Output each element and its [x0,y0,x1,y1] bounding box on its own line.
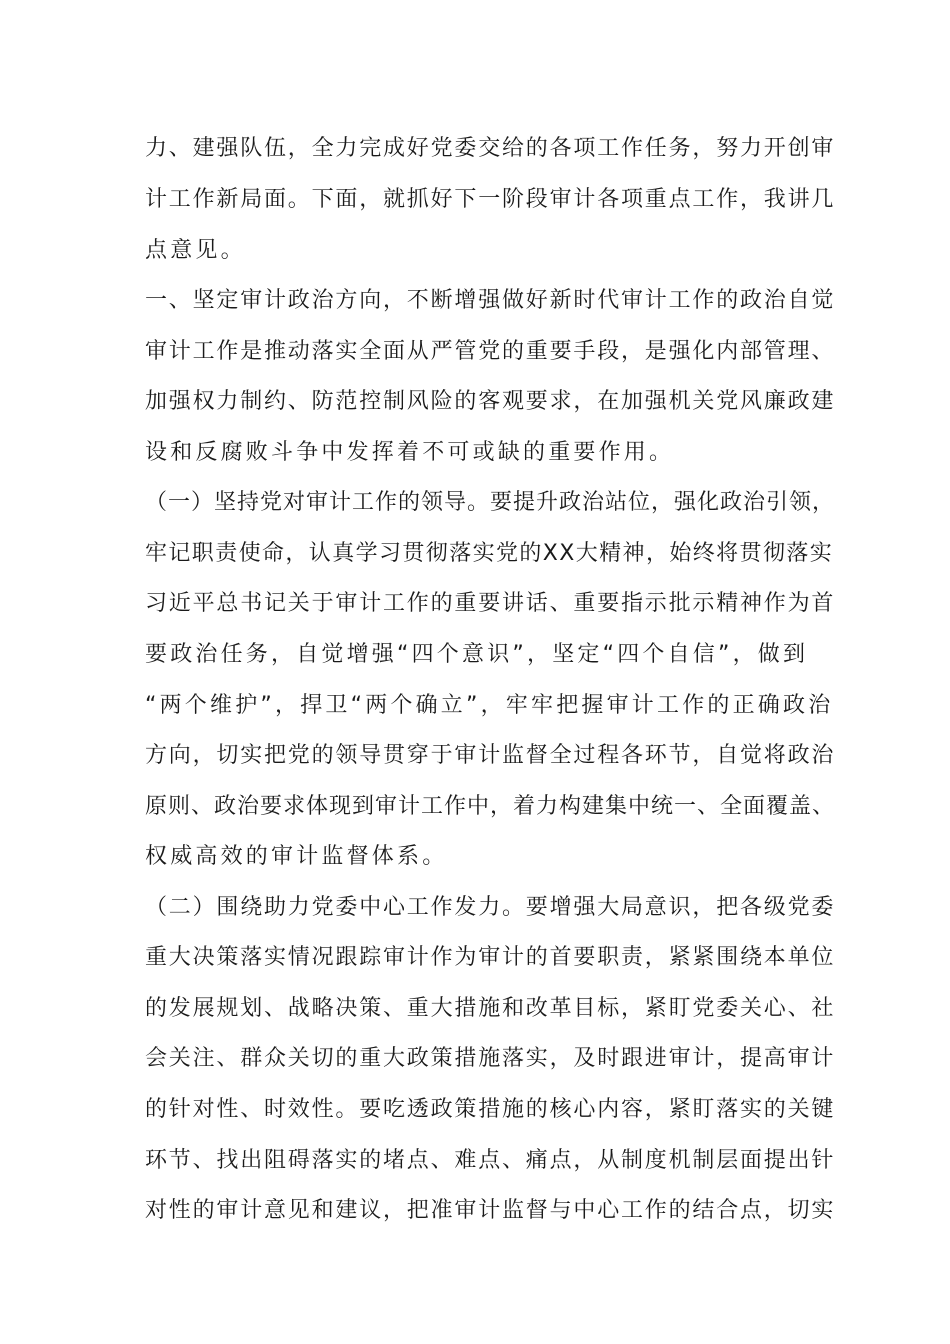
text-line: 原则、政治要求体现到审计工作中，着力构建集中统一、全面覆盖、 [145,794,835,819]
text-line: 环节、找出阻碍落实的堵点、难点、痛点，从制度机制层面提出针 [145,1148,835,1173]
text-line: 计工作新局面。下面，就抓好下一阶段审计各项重点工作，我讲几 [145,187,835,212]
text-line: 力、建强队伍，全力完成好党委交给的各项工作任务，努力开创审 [145,136,835,161]
text-line: 的发展规划、战略决策、重大措施和改革目标，紧盯党委关心、社 [145,996,835,1021]
text-line: 牢记职责使命，认真学习贯彻落实党的XX大精神，始终将贯彻落实 [145,541,834,566]
text-line: （二）围绕助力党委中心工作发力。要增强大局意识，把各级党委 [145,895,835,920]
text-line: 加强权力制约、防范控制风险的客观要求，在加强机关党风廉政建 [145,389,835,414]
text-line: 权威高效的审计监督体系。 [145,844,448,869]
text-line: （一）坚持党对审计工作的领导。要提升政治站位，强化政治引领， [145,490,835,515]
text-line: 习近平总书记关于审计工作的重要讲话、重要指示批示精神作为首 [145,591,835,616]
text-line: 重大决策落实情况跟踪审计作为审计的首要职责，紧紧围绕本单位 [145,945,835,970]
text-line: 的针对性、时效性。要吃透政策措施的核心内容，紧盯落实的关键 [145,1097,835,1122]
text-line: 要政治任务，自觉增强“四个意识”，坚定“四个自信”，做到 [145,642,809,667]
text-line: 会关注、群众关切的重大政策措施落实，及时跟进审计，提高审计 [145,1046,835,1071]
text-line: 点意见。 [145,238,246,263]
text-line: 设和反腐败斗争中发挥着不可或缺的重要作用。 [145,440,675,465]
section-heading: 一、坚定审计政治方向，不断增强做好新时代审计工作的政治自觉 [145,288,835,313]
text-line: “两个维护”，捍卫“两个确立”，牢牢把握审计工作的正确政治 [145,693,834,718]
text-line: 对性的审计意见和建议，把准审计监督与中心工作的结合点，切实 [145,1198,835,1223]
text-line: 方向，切实把党的领导贯穿于审计监督全过程各环节，自觉将政治 [145,743,835,768]
text-line: 审计工作是推动落实全面从严管党的重要手段，是强化内部管理、 [145,339,835,364]
